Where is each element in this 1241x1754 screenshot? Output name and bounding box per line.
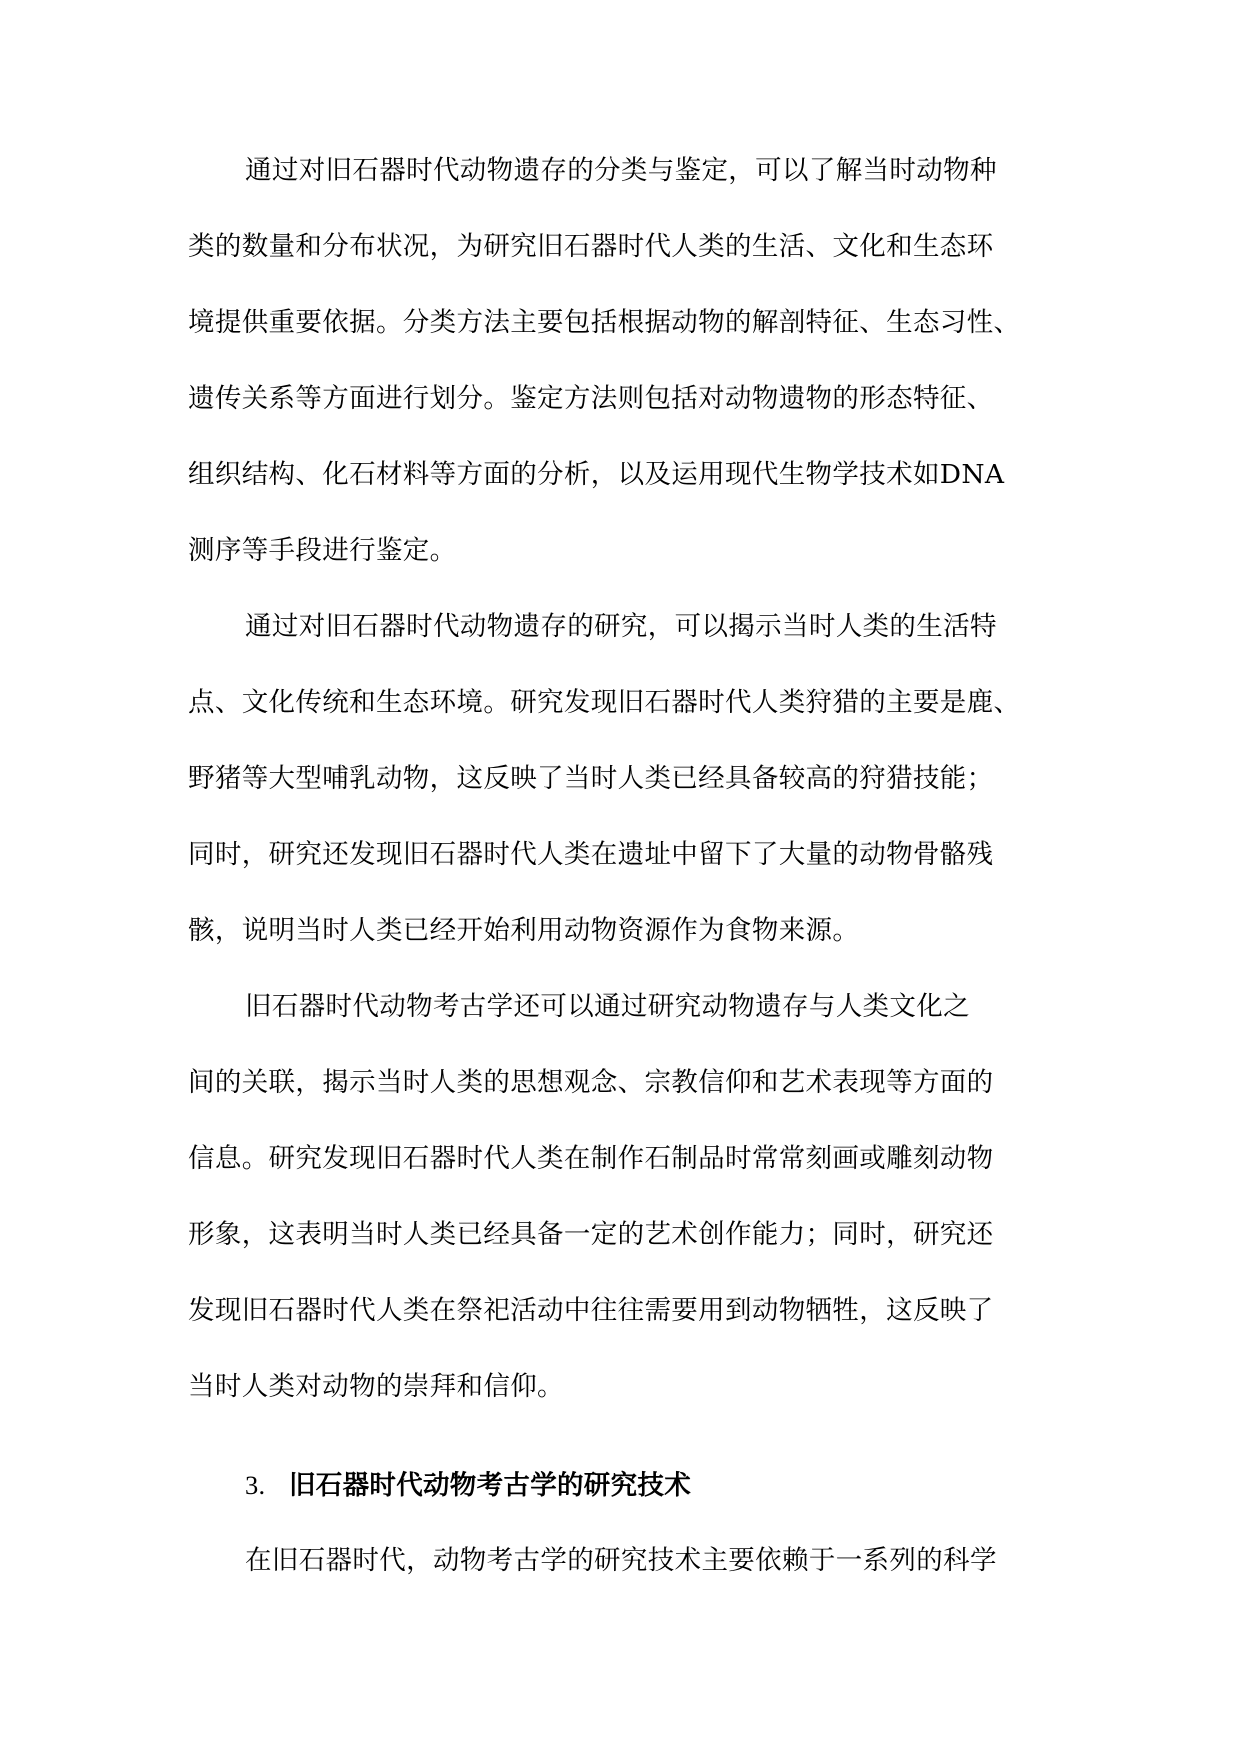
- paragraph-line: 在旧石器时代，动物考古学的研究技术主要依赖于一系列的科学: [245, 1545, 997, 1576]
- paragraph-line: 通过对旧石器时代动物遗存的研究，可以揭示当时人类的生活特: [245, 611, 997, 642]
- paragraph-line: 点、文化传统和生态环境。研究发现旧石器时代人类狩猎的主要是鹿、: [188, 687, 1021, 718]
- paragraph-line: 信息。研究发现旧石器时代人类在制作石制品时常常刻画或雕刻动物: [188, 1143, 994, 1174]
- paragraph-line: 当时人类对动物的崇拜和信仰。: [188, 1371, 564, 1402]
- section-number: 3.: [245, 1470, 266, 1500]
- paragraph-line: 发现旧石器时代人类在祭祀活动中往往需要用到动物牺牲，这反映了: [188, 1295, 994, 1326]
- section-title: 旧石器时代动物考古学的研究技术: [289, 1470, 691, 1501]
- section-heading: [245, 1467, 691, 1504]
- paragraph-line: 遗传关系等方面进行划分。鉴定方法则包括对动物遗物的形态特征、: [188, 383, 994, 414]
- paragraph-line: 测序等手段进行鉴定。: [188, 535, 457, 566]
- paragraph-line: 形象，这表明当时人类已经具备一定的艺术创作能力；同时，研究还: [188, 1219, 994, 1250]
- paragraph-line: 同时，研究还发现旧石器时代人类在遗址中留下了大量的动物骨骼残: [188, 839, 994, 870]
- paragraph-line: 组织结构、化石材料等方面的分析，以及运用现代生物学技术如DNA: [188, 459, 1005, 490]
- paragraph-line: 类的数量和分布状况，为研究旧石器时代人类的生活、文化和生态环: [188, 231, 994, 262]
- paragraph-line: 野猪等大型哺乳动物，这反映了当时人类已经具备较高的狩猎技能；: [188, 763, 994, 794]
- paragraph-line: 通过对旧石器时代动物遗存的分类与鉴定，可以了解当时动物种: [245, 155, 997, 186]
- paragraph-line: 境提供重要依据。分类方法主要包括根据动物的解剖特征、生态习性、: [188, 307, 1021, 338]
- paragraph-line: 间的关联，揭示当时人类的思想观念、宗教信仰和艺术表现等方面的: [188, 1067, 994, 1098]
- paragraph-line: 骸，说明当时人类已经开始利用动物资源作为食物来源。: [188, 915, 860, 946]
- paragraph-line: 旧石器时代动物考古学还可以通过研究动物遗存与人类文化之: [245, 991, 970, 1022]
